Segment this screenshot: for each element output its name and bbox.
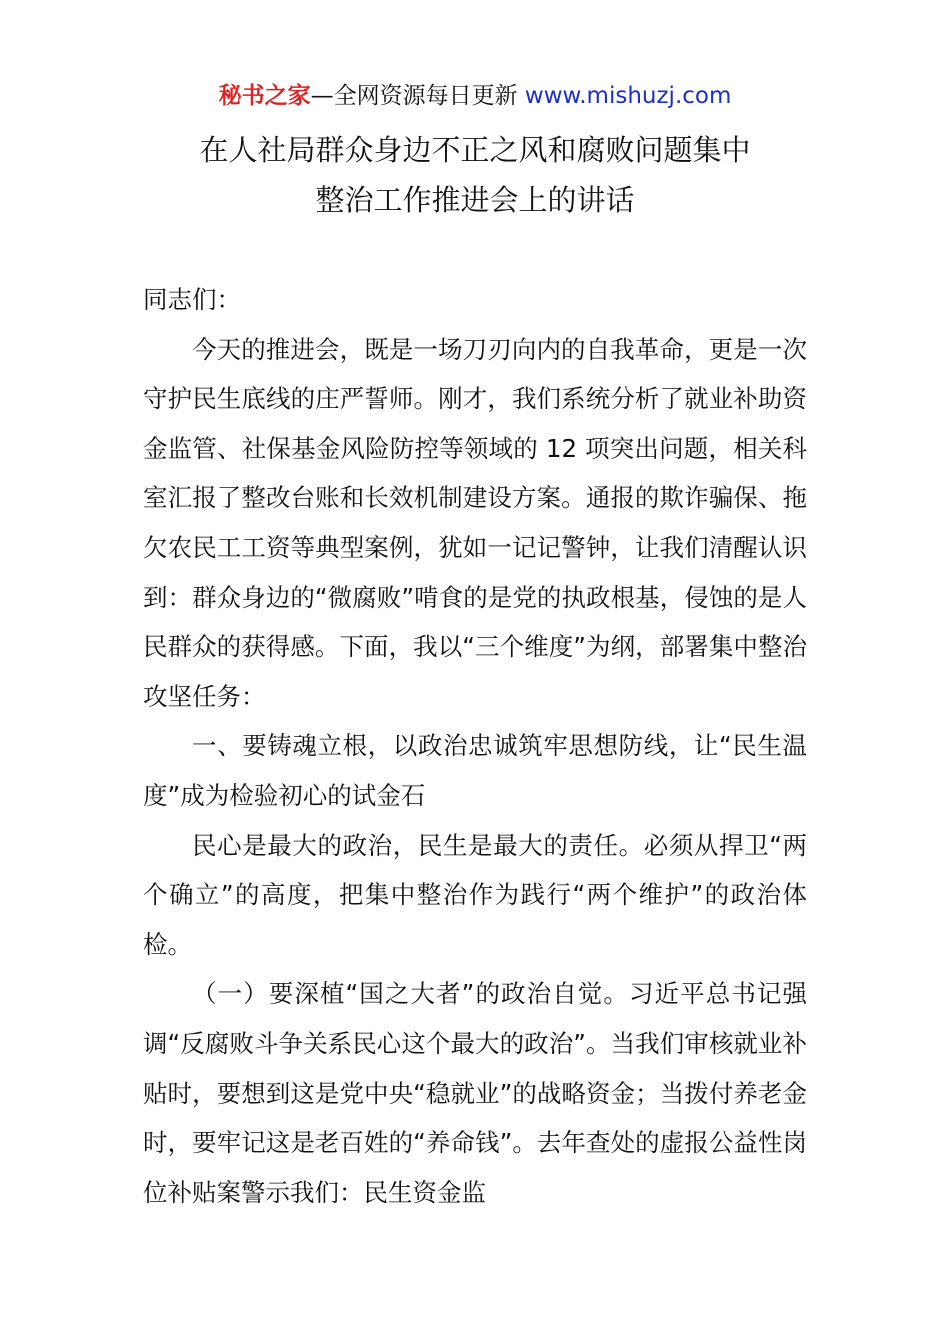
paragraph-intro: 今天的推进会，既是一场刀刃向内的自我革命，更是一次守护民生底线的庄严誓师。刚才，我们系统分析了就业补助资金监管、社保基金风险防控等领域的 12 项突出问题，相关科室汇报了整改台账和长效机制建设方案。通报的欺诈骗保、拖欠农民工工资等典型案例，犹如一记记警钟，让我们清醒认识到：群众身边的“微腐败”啃食的是党的执政根基，侵蚀的是人民群众的获得感。下面，我以“三个维度”为纲，部署集中整治攻坚任务： — [143, 334, 807, 711]
salutation: 同志们： — [143, 285, 241, 314]
title-line-1: 在人社局群众身边不正之风和腐败问题集中 — [199, 133, 751, 167]
paragraph-section-1: 民心是最大的政治，民生是最大的责任。必须从捍卫“两个确立”的高度，把集中整治作为践行“两个维护”的政治体检。 — [143, 830, 807, 959]
site-header — [0, 80, 950, 112]
brand-name: 秘书之家 — [218, 83, 311, 109]
site-url-link[interactable]: www.mishuzj.com — [524, 83, 732, 109]
title-line-2: 整治工作推进会上的讲话 — [315, 183, 635, 217]
section-heading-1: 一、要铸魂立根，以政治忠诚筑牢思想防线，让“民生温度”成为检验初心的试金石 — [143, 731, 807, 810]
document-title — [0, 125, 950, 225]
header-tagline: —全网资源每日更新 — [310, 83, 518, 109]
document-body — [143, 275, 807, 1217]
paragraph-subsection-1: （一）要深植“国之大者”的政治自觉。习近平总书记强调“反腐败斗争关系民心这个最大的政治”。当我们审核就业补贴时，要想到这是党中央“稳就业”的战略资金；当拨付养老金时，要牢记这是老百姓的“养命钱”。去年查处的虚报公益性岗位补贴案警示我们：民生资金监 — [143, 979, 807, 1207]
